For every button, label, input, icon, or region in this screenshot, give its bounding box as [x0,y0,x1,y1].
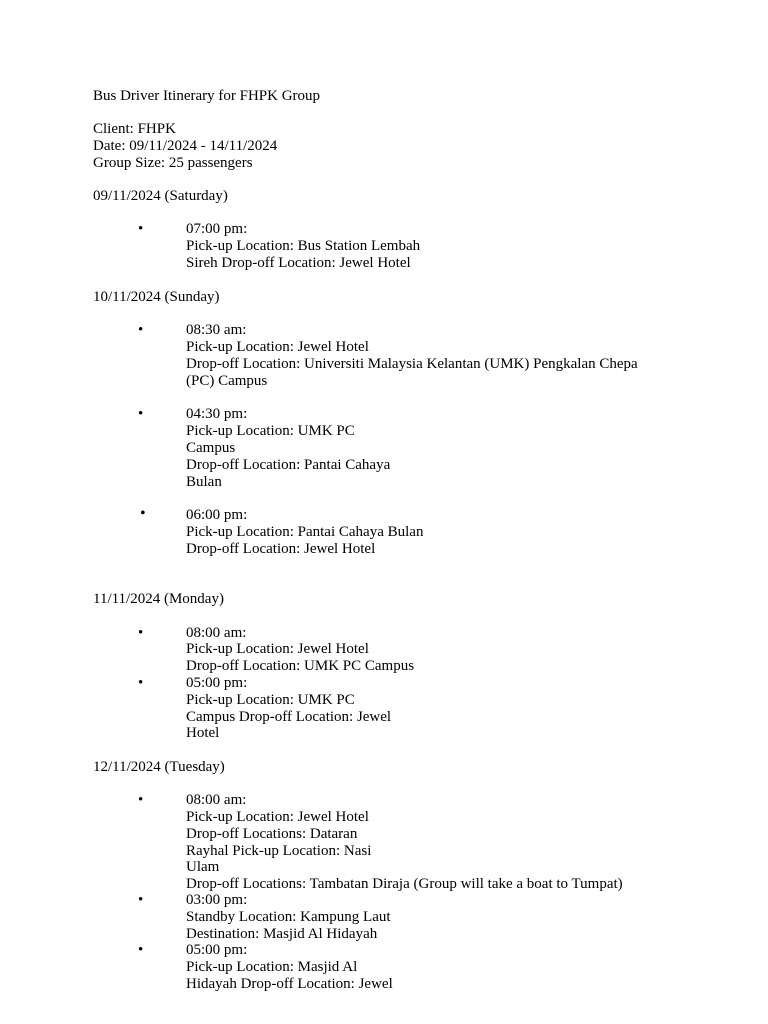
item-line: Destination: Masjid Al Hidayah [186,926,378,942]
item-time: 03:00 pm: [186,892,248,908]
item-line: Drop-off Location: Universiti Malaysia Kelantan (UMK) Pengkalan Chepa [186,356,638,372]
item-line: Sireh Drop-off Location: Jewel Hotel [186,255,411,271]
bullet: • [138,942,144,958]
item-line: Standby Location: Kampung Laut [186,909,391,925]
item-line: Drop-off Location: Jewel Hotel [186,541,376,557]
date-line: Date: 09/11/2024 - 14/11/2024 [93,138,278,154]
item-line: Drop-off Locations: Tambatan Diraja (Group will take a boat to Tumpat) [186,876,623,892]
bullet: • [138,406,144,422]
item-time: 05:00 pm: [186,675,248,691]
item-line: Pick-up Location: Bus Station Lembah [186,238,421,254]
item-time: 08:30 am: [186,322,247,338]
bullet: • [140,505,146,522]
item-line: Hidayah Drop-off Location: Jewel [186,976,393,992]
item-line: Bulan [186,474,222,490]
item-line: Pick-up Location: Masjid Al [186,959,358,975]
item-line: Hotel [186,725,220,741]
bullet: • [138,675,144,691]
item-line: Ulam [186,859,220,875]
item-time: 06:00 pm: [186,507,248,523]
client-line: Client: FHPK [93,121,176,137]
item-line: Pick-up Location: Jewel Hotel [186,641,369,657]
day-heading: 09/11/2024 (Saturday) [93,188,228,204]
document-title: Bus Driver Itinerary for FHPK Group [93,88,321,104]
item-time: 08:00 am: [186,625,247,641]
day-heading: 11/11/2024 (Monday) [93,591,224,607]
bullet: • [138,792,144,808]
item-line: Pick-up Location: Jewel Hotel [186,339,369,355]
item-time: 05:00 pm: [186,942,248,958]
item-line: (PC) Campus [186,373,268,389]
item-time: 08:00 am: [186,792,247,808]
group-size-line: Group Size: 25 passengers [93,155,253,171]
item-line: Drop-off Locations: Dataran [186,826,358,842]
item-line: Campus [186,440,236,456]
item-time: 04:30 pm: [186,406,248,422]
item-line: Drop-off Location: UMK PC Campus [186,658,415,674]
bullet: • [138,322,144,338]
item-line: Pick-up Location: UMK PC [186,692,355,708]
item-line: Pick-up Location: Jewel Hotel [186,809,369,825]
bullet: • [138,221,144,237]
item-line: Drop-off Location: Pantai Cahaya [186,457,391,473]
item-line: Rayhal Pick-up Location: Nasi [186,843,372,859]
item-line: Pick-up Location: UMK PC [186,423,355,439]
item-line: Pick-up Location: Pantai Cahaya Bulan [186,524,424,540]
day-heading: 10/11/2024 (Sunday) [93,289,220,305]
bullet: • [138,625,144,641]
day-heading: 12/11/2024 (Tuesday) [93,759,225,775]
item-line: Campus Drop-off Location: Jewel [186,709,392,725]
item-time: 07:00 pm: [186,221,248,237]
bullet: • [138,892,144,908]
